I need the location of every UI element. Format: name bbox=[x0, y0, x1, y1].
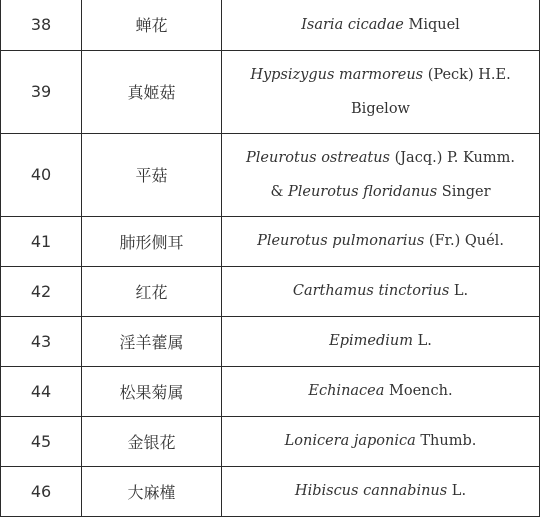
scientific-name-line bbox=[228, 8, 533, 42]
taxon-name: Hypsizygus marmoreus bbox=[250, 66, 424, 83]
scientific-name-cell bbox=[222, 316, 540, 366]
table-row bbox=[1, 466, 540, 516]
author-citation: L. bbox=[447, 483, 467, 499]
table-row bbox=[1, 266, 540, 316]
scientific-name-line bbox=[228, 374, 533, 408]
scientific-name-cell bbox=[222, 133, 540, 216]
row-number-cell: 40 bbox=[1, 133, 82, 216]
species-table-body bbox=[1, 0, 540, 516]
row-number-cell: 42 bbox=[1, 266, 82, 316]
taxon-name: Isaria cicadae bbox=[301, 16, 404, 33]
taxon-name: Epimedium bbox=[329, 333, 413, 349]
chinese-name-cell: 肺形侧耳 bbox=[82, 216, 222, 266]
taxon-name: Carthamus tinctorius bbox=[292, 283, 450, 299]
chinese-name-cell: 红花 bbox=[82, 266, 222, 316]
author-citation: (Fr.) Quél. bbox=[424, 233, 504, 249]
row-number-cell: 43 bbox=[1, 316, 82, 366]
chinese-name-cell: 真姬菇 bbox=[82, 50, 222, 133]
scientific-name-cell bbox=[222, 466, 540, 516]
scientific-name-line bbox=[228, 92, 533, 126]
author-citation: Bigelow bbox=[351, 100, 410, 117]
scientific-name-cell bbox=[222, 216, 540, 266]
chinese-name-cell: 大麻槿 bbox=[82, 466, 222, 516]
scientific-name-line bbox=[228, 175, 533, 209]
scientific-name-line bbox=[228, 141, 533, 175]
author-citation: L. bbox=[449, 283, 469, 299]
scientific-name-line bbox=[228, 224, 533, 258]
row-number-cell: 38 bbox=[1, 0, 82, 50]
row-number-cell: 39 bbox=[1, 50, 82, 133]
scientific-name-cell bbox=[222, 266, 540, 316]
author-citation: (Jacq.) P. Kumm. bbox=[389, 149, 515, 166]
author-citation: Moench. bbox=[384, 383, 453, 399]
taxon-name: Pleurotus ostreatus bbox=[246, 149, 390, 166]
row-number-cell: 46 bbox=[1, 466, 82, 516]
scientific-name-line bbox=[228, 424, 533, 458]
author-citation: L. bbox=[412, 333, 432, 349]
taxon-name: Lonicera japonica bbox=[284, 433, 416, 449]
table-row bbox=[1, 366, 540, 416]
row-number-cell: 41 bbox=[1, 216, 82, 266]
scientific-name-cell bbox=[222, 0, 540, 50]
scientific-name-cell bbox=[222, 416, 540, 466]
row-number-cell: 45 bbox=[1, 416, 82, 466]
author-citation: Singer bbox=[437, 183, 491, 200]
taxon-name: Hibiscus cannabinus bbox=[294, 483, 448, 499]
scientific-name-line bbox=[228, 324, 533, 358]
table-row bbox=[1, 0, 540, 50]
chinese-name-cell: 松果菊属 bbox=[82, 366, 222, 416]
scientific-name-cell bbox=[222, 366, 540, 416]
scientific-name-line bbox=[228, 58, 533, 92]
table-row bbox=[1, 316, 540, 366]
table-row bbox=[1, 50, 540, 133]
table-row bbox=[1, 416, 540, 466]
taxon-name: Echinacea bbox=[308, 383, 385, 399]
taxon-name: Pleurotus pulmonarius bbox=[257, 233, 425, 249]
row-number-cell: 44 bbox=[1, 366, 82, 416]
chinese-name-cell: 蝉花 bbox=[82, 0, 222, 50]
chinese-name-cell: 平菇 bbox=[82, 133, 222, 216]
author-citation: Thumb. bbox=[415, 433, 477, 449]
chinese-name-cell: 淫羊藿属 bbox=[82, 316, 222, 366]
scientific-name-line bbox=[228, 274, 533, 308]
scientific-name-line bbox=[228, 474, 533, 508]
author-citation: Miquel bbox=[403, 16, 460, 33]
chinese-name-cell: 金银花 bbox=[82, 416, 222, 466]
table-row bbox=[1, 216, 540, 266]
taxon-name: Pleurotus floridanus bbox=[287, 183, 438, 200]
author-citation: & bbox=[270, 183, 288, 200]
scientific-name-cell bbox=[222, 50, 540, 133]
author-citation: (Peck) H.E. bbox=[423, 66, 511, 83]
table-row bbox=[1, 133, 540, 216]
